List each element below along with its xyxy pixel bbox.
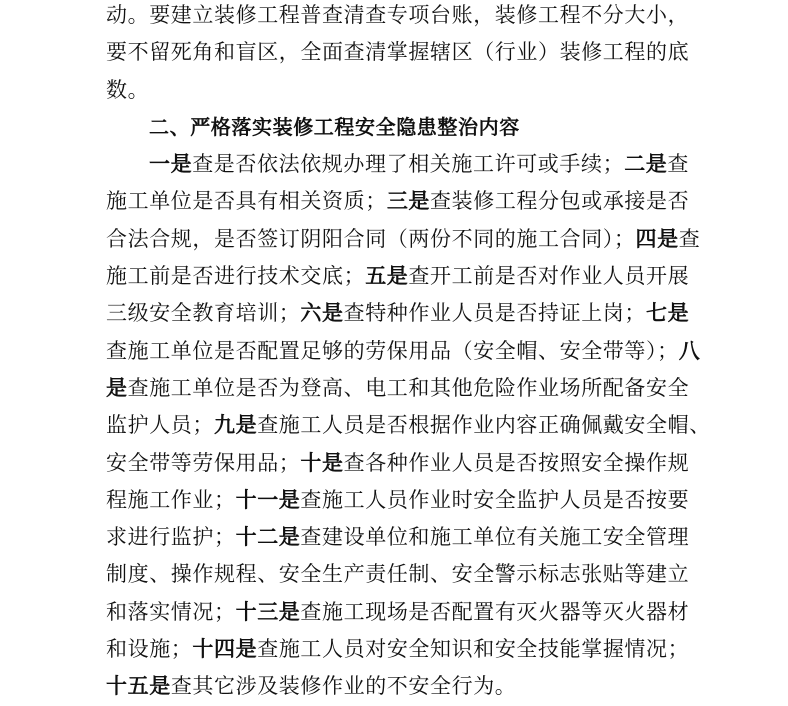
bold-marker: 八 [678,338,701,363]
section-heading [106,109,692,146]
paragraph-line [106,407,711,444]
bold-marker: 四是 [635,226,679,251]
bold-marker: 是 [106,375,128,400]
paragraph-line [106,445,692,482]
body-text: 查是否依法依规办理了相关施工许可或手续； [192,152,625,177]
bold-marker: 七是 [646,301,690,326]
paragraph-line [106,482,692,519]
body-text: 监护人员； [106,413,214,438]
body-text: 施工前是否进行技术交底； [106,264,366,289]
paragraph-line [106,668,692,705]
body-text: 查特种作业人员是否持证上岗； [343,301,647,326]
bold-marker: 九是 [214,413,258,438]
body-text: 合法合规，是否签订阴阳合同（两份不同的施工合同）； [106,226,636,251]
bold-marker: 五是 [365,264,409,289]
paragraph-line [106,258,692,295]
body-text: 施工单位是否具有相关资质； [106,189,387,214]
bold-marker: 十一是 [235,487,301,512]
paragraph-line [106,370,692,407]
body-text: 查施工人员作业时安全监护人员是否按要 [300,487,690,512]
body-text: 程施工作业； [106,487,236,512]
body-text: 三级安全教育培训； [106,301,301,326]
body-text: 查 [678,226,701,251]
body-text: 查建设单位和施工单位有关施工安全管理 [300,525,690,550]
body-text: 安全带等劳保用品； [106,450,301,475]
body-text: 制度、操作规程、安全生产责任制、安全警示标志张贴等建立 [106,562,690,587]
body-text: 查施工人员对安全知识和安全技能掌握情况； [257,637,690,662]
paragraph-line [106,183,692,220]
body-text: 查施工人员是否根据作业内容正确佩戴安全帽、 [257,413,711,438]
body-text: 查施工现场是否配置有灭火器等灭火器材 [300,599,690,624]
body-text: 数。 [106,77,150,102]
bold-marker: 十四是 [192,637,258,662]
bold-marker: 十五是 [106,674,171,699]
body-text: 动。要建立装修工程普查清查专项台账，装修工程不分大小， [106,3,690,27]
paragraph-line [106,519,692,556]
body-text: 查各种作业人员是否按照安全操作规 [343,450,690,475]
body-text: 查施工单位是否配置足够的劳保用品（安全帽、安全带等）； [106,338,679,363]
bold-marker: 三是 [386,189,431,214]
body-text: 查施工单位是否为登高、电工和其他危险作业场所配备安全 [127,375,690,400]
bold-marker: 六是 [300,301,344,326]
paragraph-line [106,34,692,71]
body-text: 查开工前是否对作业人员开展 [408,264,690,289]
bold-marker: 一是 [149,152,193,177]
document-page [106,0,711,706]
body-text: 查其它涉及装修作业的不安全行为。 [170,674,517,699]
paragraph-line [106,146,692,183]
bold-marker: 十二是 [235,525,301,550]
paragraph-line [106,333,701,370]
body-text: 求进行监护； [106,525,236,550]
bold-marker: 十三是 [235,599,301,624]
paragraph-line [106,594,692,631]
paragraph-line [106,72,692,109]
paragraph-line [106,221,701,258]
body-text: 要不留死角和盲区，全面查清掌握辖区（行业）装修工程的底 [106,40,690,65]
paragraph-line [106,631,692,668]
heading-text: 二、严格落实装修工程安全隐患整治内容 [149,114,520,139]
body-text: 查装修工程分包或承接是否 [430,189,690,214]
paragraph-line [106,556,692,593]
body-text: 和落实情况； [106,599,236,624]
body-text: 查 [667,152,690,177]
body-text: 和设施； [106,637,193,662]
bold-marker: 二是 [624,152,668,177]
bold-marker: 十是 [300,450,344,475]
paragraph-line [106,0,692,34]
paragraph-line [106,295,692,332]
